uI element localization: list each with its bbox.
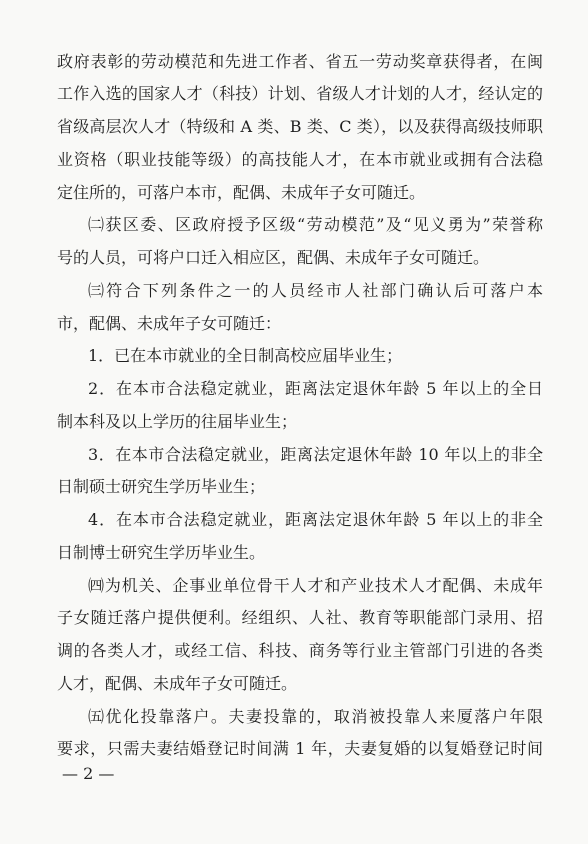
text-line: 4．在本市合法稳定就业，距离法定退休年龄 5 年以上的非全	[88, 510, 543, 530]
clause-3	[57, 275, 543, 570]
text-line: 省级高层次人才（特级和 A 类、B 类、C 类），以及获得高级技师职	[57, 117, 543, 137]
document-body	[57, 46, 543, 767]
text-line: ㈡获区委、区政府授予区级“劳动模范”及“见义勇为”荣誉称	[88, 215, 543, 235]
text-line: 子女随迁落户提供便利。经组织、人社、教育等职能部门录用、招	[57, 608, 543, 628]
list-item-3	[57, 439, 543, 505]
list-item-1	[57, 340, 543, 373]
text-line: 定住所的，可落户本市，配偶、未成年子女可随迁。	[57, 182, 426, 202]
text-line: 市，配偶、未成年子女可随迁：	[57, 313, 282, 333]
text-line: 人才，配偶、未成年子女可随迁。	[57, 673, 298, 693]
text-line: ㈢符合下列条件之一的人员经市人社部门确认后可落户本	[88, 280, 543, 300]
text-line: 3．在本市合法稳定就业，距离法定退休年龄 10 年以上的非全	[88, 444, 543, 464]
text-line: 业资格（职业技能等级）的高技能人才，在本市就业或拥有合法稳	[57, 149, 543, 169]
text-line: 日制博士研究生学历毕业生。	[57, 542, 266, 562]
list-item-2	[57, 373, 543, 439]
clause-2	[57, 209, 543, 275]
text-line: 工作入选的国家人才（科技）计划、省级人才计划的人才，经认定的	[57, 84, 543, 104]
list-item-4	[57, 504, 543, 570]
continued-paragraph	[57, 46, 543, 210]
text-line: 1．已在本市就业的全日制高校应届毕业生；	[88, 346, 403, 366]
text-line: ㈣为机关、企事业单位骨干人才和产业技术人才配偶、未成年	[88, 575, 543, 595]
text-line: 调的各类人才，或经工信、科技、商务等行业主管部门引进的各类	[57, 641, 543, 661]
text-line: 要求，只需夫妻结婚登记时间满 1 年，夫妻复婚的以复婚登记时间	[57, 739, 543, 759]
text-line: 制本科及以上学历的往届毕业生；	[57, 411, 298, 431]
text-line: 日制硕士研究生学历毕业生；	[57, 477, 266, 497]
text-line: 2．在本市合法稳定就业，距离法定退休年龄 5 年以上的全日	[88, 379, 543, 399]
text-line: ㈤优化投靠落户。夫妻投靠的，取消被投靠人来厦落户年限	[88, 706, 543, 726]
text-line: 号的人员，可将户口迁入相应区，配偶、未成年子女可随迁。	[57, 248, 490, 268]
clause-5	[57, 701, 543, 767]
page-number: — 2 —	[62, 764, 115, 783]
text-line: 政府表彰的劳动模范和先进工作者、省五一劳动奖章获得者，在闽	[57, 51, 543, 71]
clause-4	[57, 570, 543, 701]
